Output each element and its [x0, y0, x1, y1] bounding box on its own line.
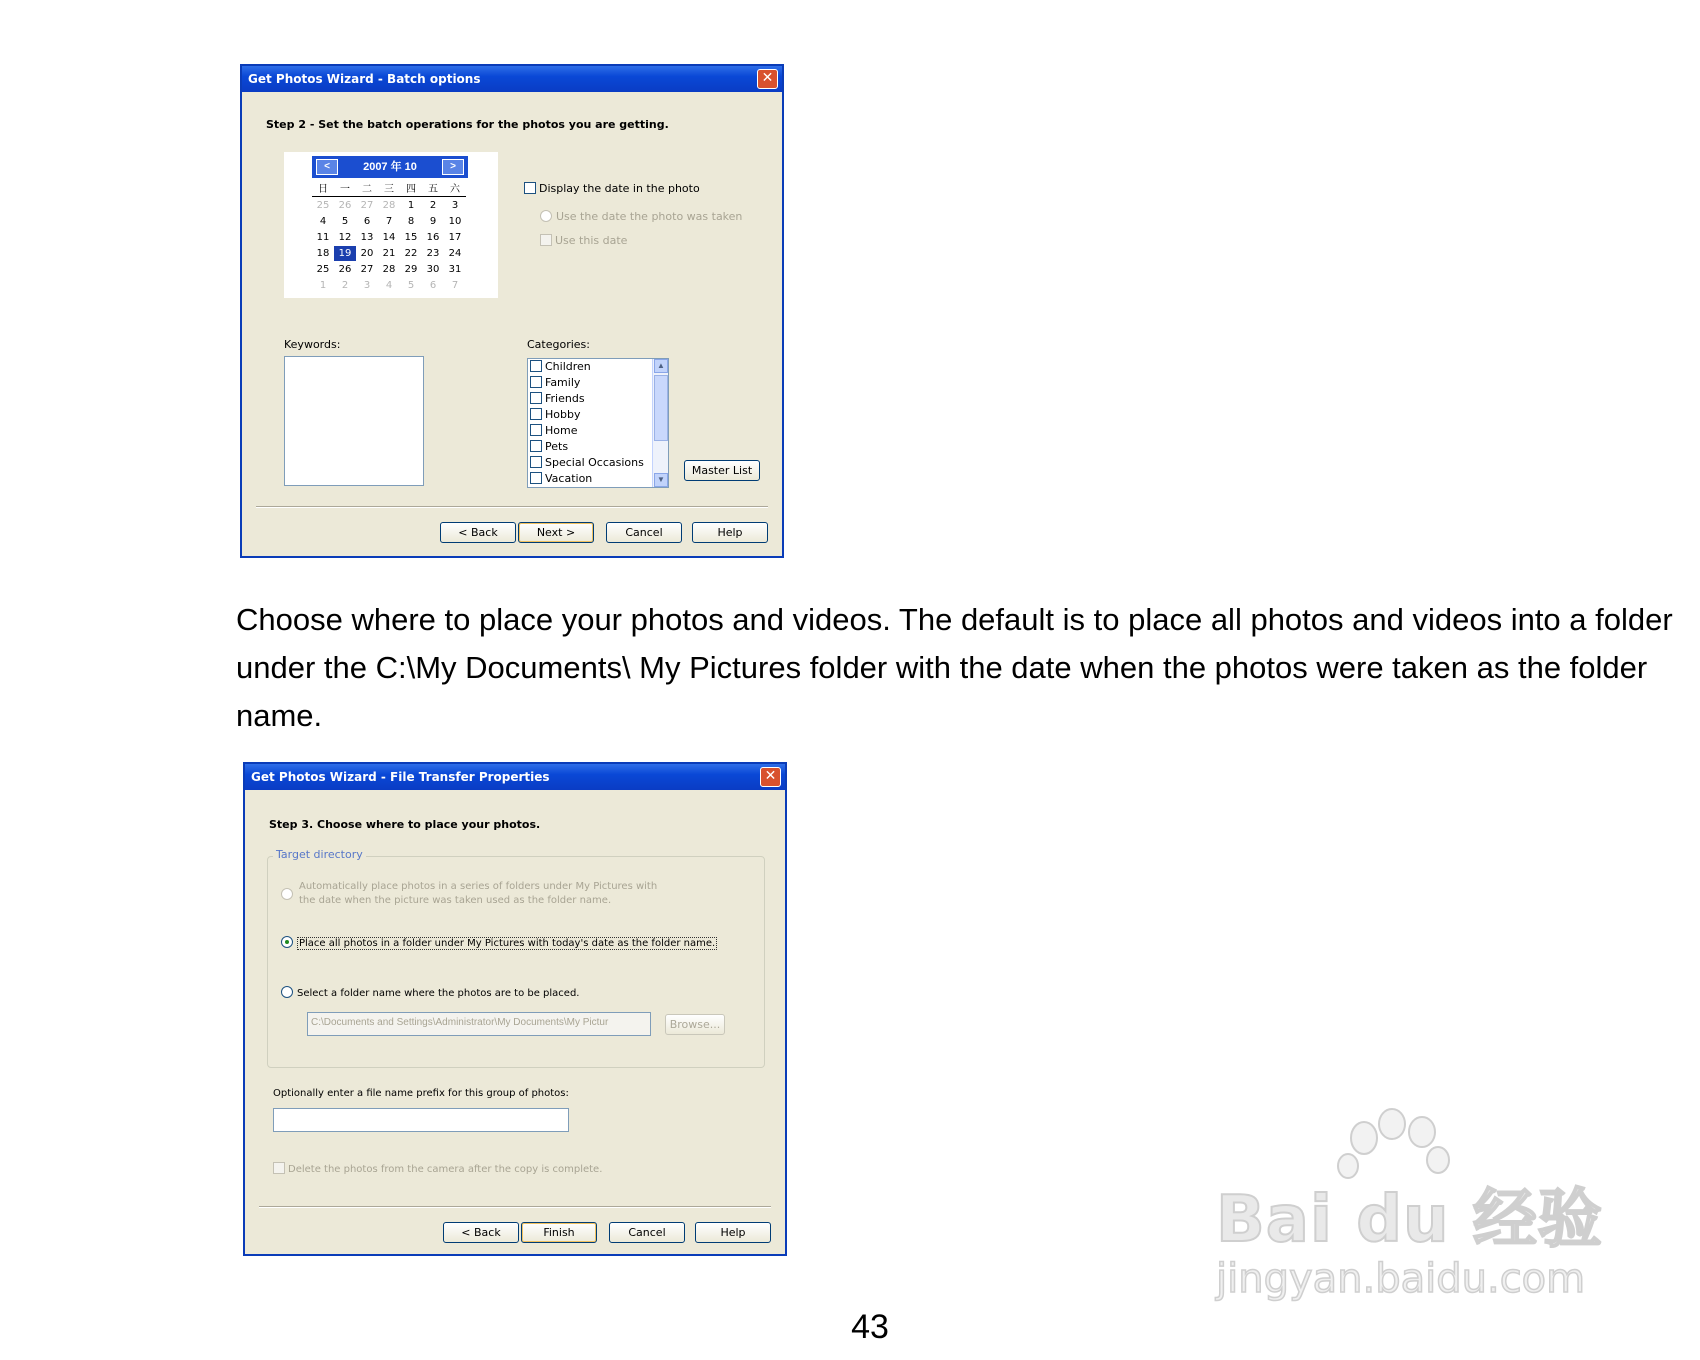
auto-place-label-line1: Automatically place photos in a series of folders under My Pictures with [299, 881, 658, 892]
category-item[interactable]: Children [528, 359, 668, 375]
delete-after-copy-checkbox[interactable] [273, 1162, 602, 1175]
close-icon[interactable]: ✕ [757, 69, 778, 89]
instruction-paragraph: Choose where to place your photos and videos. The default is to place all photos and videos into a folder under the C:\My Documents\ My Pictures folder with the date when the photos were taken as the folder name. [236, 602, 1673, 733]
dialog-titlebar[interactable] [242, 66, 782, 92]
back-button[interactable]: < Back [440, 522, 516, 543]
delete-after-copy-label: Delete the photos from the camera after the copy is complete. [288, 1164, 603, 1175]
calendar-day[interactable]: 18 [316, 248, 330, 259]
weekday-label: 三 [378, 182, 400, 197]
next-button[interactable]: Next > [518, 522, 594, 543]
calendar-day[interactable]: 27 [360, 200, 374, 211]
use-date-taken-radio[interactable] [540, 210, 742, 223]
calendar-day[interactable]: 21 [382, 248, 396, 259]
calendar-day[interactable]: 24 [448, 248, 462, 259]
checkbox-icon[interactable] [530, 392, 542, 404]
master-list-button[interactable]: Master List [684, 460, 760, 481]
checkbox-icon[interactable] [530, 360, 542, 372]
checkbox-icon[interactable] [530, 472, 542, 484]
checkbox-icon[interactable] [530, 424, 542, 436]
weekday-label: 一 [334, 182, 356, 197]
keywords-label: Keywords: [284, 338, 341, 351]
calendar-day-selected[interactable]: 19 [334, 246, 356, 261]
weekday-label: 六 [444, 182, 466, 197]
scroll-up-icon[interactable]: ▲ [654, 359, 668, 373]
calendar-day[interactable]: 3 [451, 200, 459, 211]
calendar-day[interactable]: 10 [448, 216, 462, 227]
select-folder-label: Select a folder name where the photos are to be placed. [297, 988, 580, 999]
file-transfer-dialog [243, 762, 787, 1256]
calendar-day[interactable]: 2 [429, 200, 437, 211]
calendar-day[interactable]: 25 [316, 264, 330, 275]
calendar-day[interactable]: 6 [429, 280, 437, 291]
radio-icon[interactable] [281, 986, 293, 998]
calendar-day[interactable]: 7 [385, 216, 393, 227]
calendar-day[interactable]: 16 [426, 232, 440, 243]
calendar-day[interactable]: 29 [404, 264, 418, 275]
step-heading: Step 2 - Set the batch operations for the photos you are getting. [266, 118, 669, 131]
prefix-input[interactable] [273, 1108, 569, 1132]
calendar-day[interactable]: 4 [319, 216, 327, 227]
dialog-title: Get Photos Wizard - Batch options [248, 72, 481, 86]
radio-icon[interactable] [540, 210, 552, 222]
baidu-watermark [1216, 1108, 1616, 1308]
help-button[interactable]: Help [692, 522, 768, 543]
categories-scrollbar[interactable] [652, 359, 668, 487]
divider [259, 1206, 771, 1208]
category-item[interactable]: Vacation [528, 471, 668, 487]
calendar-day[interactable]: 26 [338, 264, 352, 275]
weekday-label: 二 [356, 182, 378, 197]
scroll-down-icon[interactable]: ▼ [654, 473, 668, 487]
use-this-date-label: Use this date [555, 234, 628, 247]
category-item[interactable]: Special Occasions [528, 455, 668, 471]
calendar-day[interactable]: 15 [404, 232, 418, 243]
calendar-grid [312, 182, 472, 293]
categories-list[interactable] [527, 358, 669, 488]
calendar-day[interactable]: 9 [429, 216, 437, 227]
display-date-label: Display the date in the photo [539, 182, 700, 195]
calendar-day[interactable]: 1 [319, 280, 327, 291]
batch-options-dialog [240, 64, 784, 558]
calendar-day[interactable]: 30 [426, 264, 440, 275]
cancel-button[interactable]: Cancel [609, 1222, 685, 1243]
weekday-label: 五 [422, 182, 444, 197]
calendar-day[interactable]: 8 [407, 216, 415, 227]
date-calendar[interactable] [284, 152, 498, 298]
calendar-month-label: 2007 年 10 [363, 161, 417, 173]
dialog-titlebar[interactable] [245, 764, 785, 790]
back-button[interactable]: < Back [443, 1222, 519, 1243]
calendar-day[interactable]: 2 [341, 280, 349, 291]
divider [256, 506, 768, 508]
calendar-day[interactable]: 28 [382, 200, 396, 211]
calendar-day[interactable]: 14 [382, 232, 396, 243]
calendar-header [312, 156, 468, 178]
calendar-day[interactable]: 5 [407, 280, 415, 291]
target-directory-label: Target directory [273, 848, 366, 861]
checkbox-icon[interactable] [524, 182, 536, 194]
calendar-day[interactable]: 17 [448, 232, 462, 243]
calendar-day[interactable]: 31 [448, 264, 462, 275]
today-folder-label: Place all photos in a folder under My Pictures with today's date as the folder name. [299, 938, 716, 949]
use-this-date-radio[interactable] [540, 234, 627, 247]
help-button[interactable]: Help [695, 1222, 771, 1243]
checkbox-icon[interactable] [530, 440, 542, 452]
radio-icon[interactable] [281, 888, 293, 900]
calendar-next-button[interactable]: > [442, 159, 464, 175]
calendar-prev-button[interactable]: < [316, 159, 338, 175]
use-date-taken-label: Use the date the photo was taken [556, 210, 743, 223]
dialog-title: Get Photos Wizard - File Transfer Properties [251, 770, 550, 784]
weekday-label: 日 [312, 182, 334, 197]
calendar-day[interactable]: 20 [360, 248, 374, 259]
page-number: 43 [851, 1308, 889, 1346]
calendar-day[interactable]: 3 [363, 280, 371, 291]
calendar-day[interactable]: 25 [316, 200, 330, 211]
calendar-day[interactable]: 23 [426, 248, 440, 259]
calendar-day[interactable]: 27 [360, 264, 374, 275]
folder-path-input[interactable]: C:\Documents and Settings\Administrator\My Documents\My Pictur [307, 1012, 651, 1036]
categories-label: Categories: [527, 338, 590, 351]
close-icon[interactable]: ✕ [760, 767, 781, 787]
radio-icon[interactable] [281, 936, 293, 948]
watermark-brand: Bai du 经验 [1216, 1183, 1603, 1257]
checkbox-icon[interactable] [530, 408, 542, 420]
calendar-day[interactable]: 11 [316, 232, 330, 243]
finish-button[interactable]: Finish [521, 1222, 597, 1243]
select-folder-option[interactable] [281, 986, 579, 999]
checkbox-icon[interactable] [273, 1162, 285, 1174]
category-item[interactable]: Friends [528, 391, 668, 407]
category-item[interactable]: Family [528, 375, 668, 391]
watermark-url: jingyan.baidu.com [1216, 1256, 1586, 1302]
scroll-thumb[interactable] [654, 375, 668, 441]
calendar-day[interactable]: 12 [338, 232, 352, 243]
calendar-day[interactable]: 22 [404, 248, 418, 259]
calendar-day[interactable]: 26 [338, 200, 352, 211]
calendar-day[interactable]: 5 [341, 216, 349, 227]
category-item[interactable]: Home [528, 423, 668, 439]
calendar-day[interactable]: 7 [451, 280, 459, 291]
category-item[interactable]: Pets [528, 439, 668, 455]
checkbox-icon[interactable] [530, 456, 542, 468]
calendar-day[interactable]: 4 [385, 280, 393, 291]
keywords-field[interactable] [284, 356, 424, 486]
category-item[interactable]: Hobby [528, 407, 668, 423]
calendar-day[interactable]: 6 [363, 216, 371, 227]
weekday-label: 四 [400, 182, 422, 197]
calendar-day[interactable]: 28 [382, 264, 396, 275]
today-folder-option[interactable] [281, 936, 717, 949]
prefix-label: Optionally enter a file name prefix for this group of photos: [273, 1088, 569, 1099]
checkbox-icon[interactable] [540, 234, 552, 246]
step-heading: Step 3. Choose where to place your photos. [269, 818, 541, 831]
display-date-checkbox[interactable] [524, 182, 700, 195]
browse-button[interactable]: Browse... [665, 1014, 725, 1035]
cancel-button[interactable]: Cancel [606, 522, 682, 543]
auto-place-option[interactable] [281, 880, 657, 908]
checkbox-icon[interactable] [530, 376, 542, 388]
calendar-day[interactable]: 13 [360, 232, 374, 243]
calendar-day[interactable]: 1 [407, 200, 415, 211]
auto-place-label-line2: the date when the picture was taken used as the folder name. [299, 895, 612, 906]
